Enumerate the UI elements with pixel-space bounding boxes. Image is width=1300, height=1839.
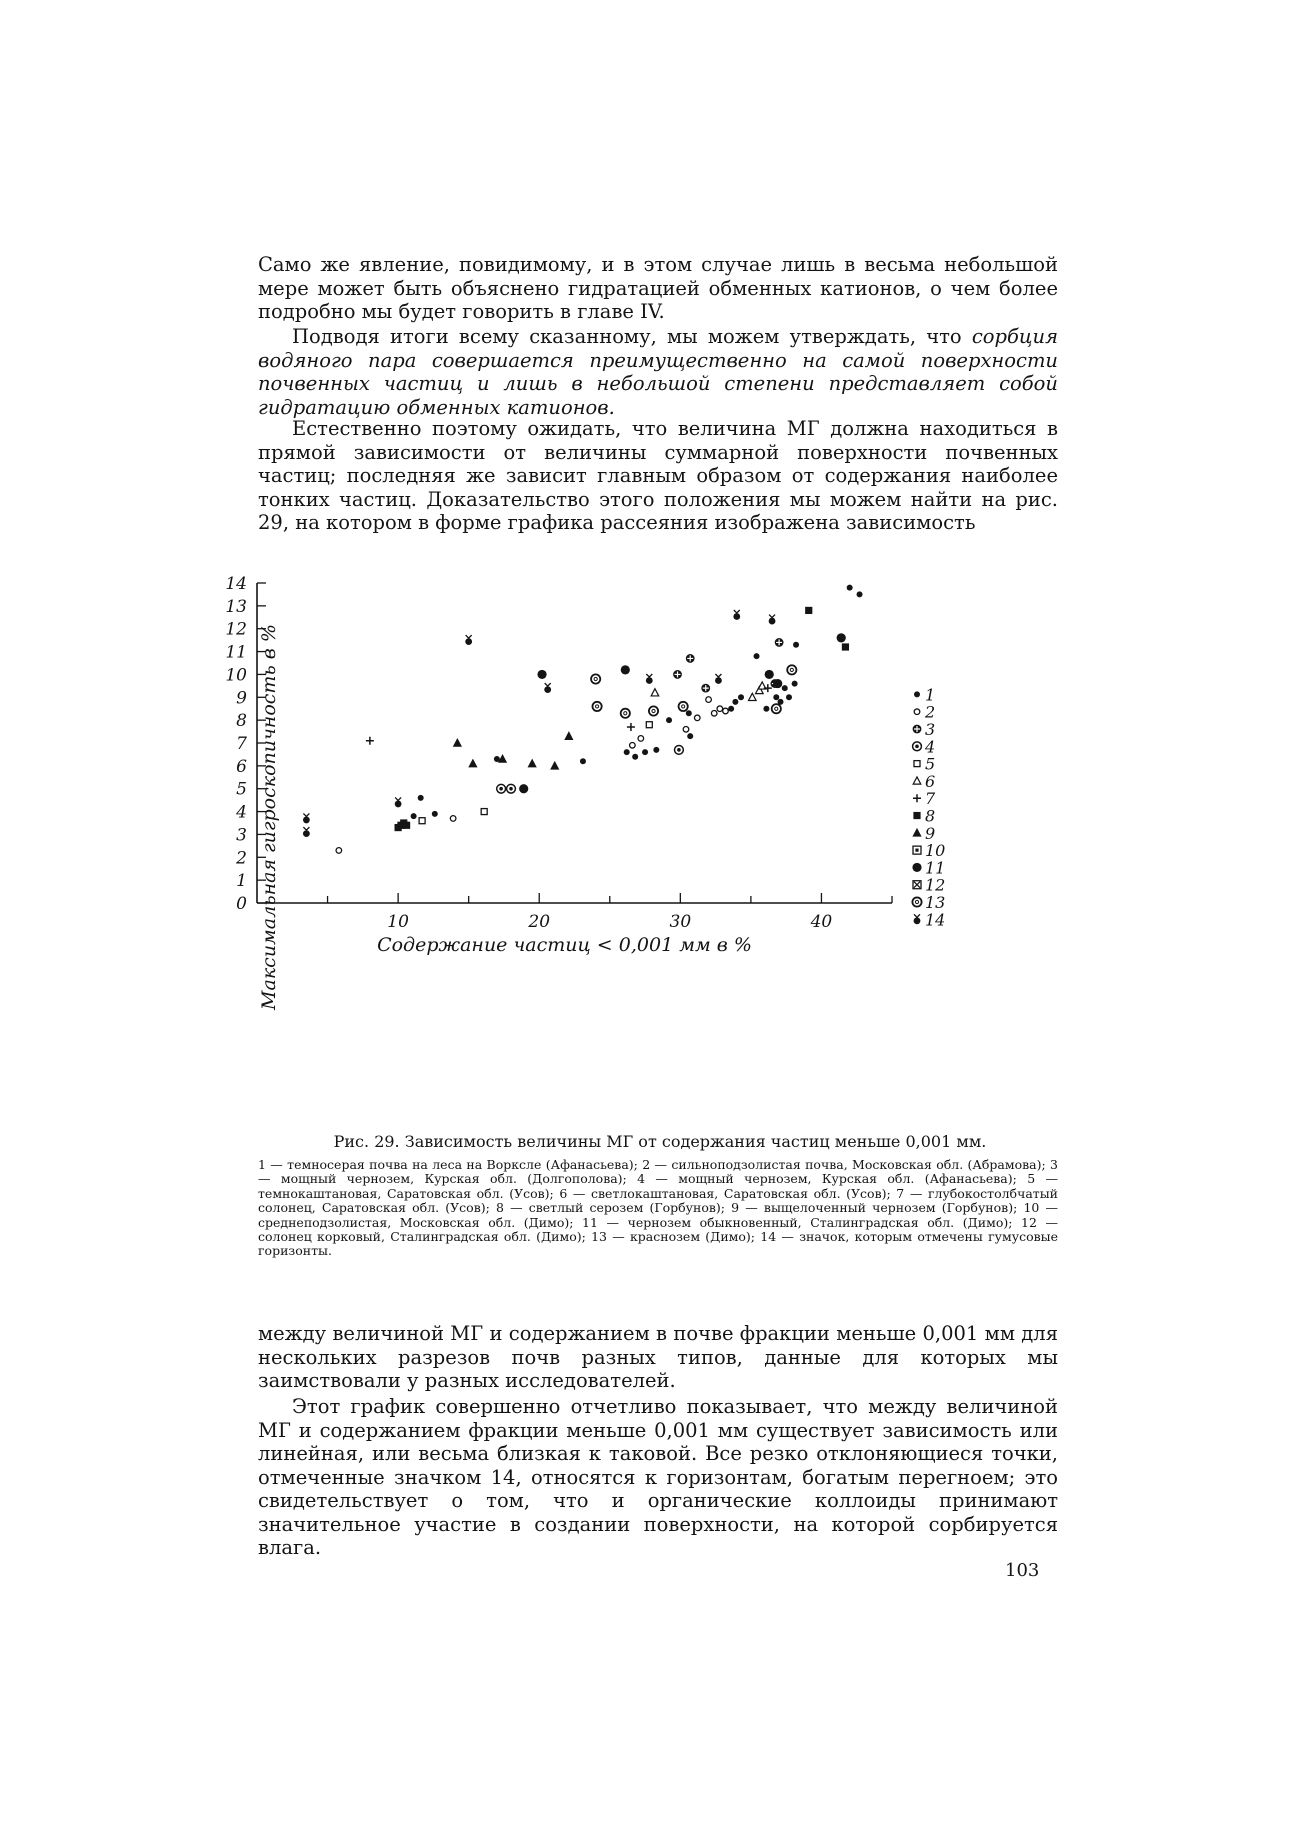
data-point-18 — [481, 809, 487, 815]
y-tick-label-9: 9 — [236, 688, 247, 709]
x-tick-label-40: 40 — [810, 912, 833, 932]
data-point-78 — [782, 685, 788, 691]
data-point-53 — [694, 715, 700, 721]
legend-marker-3 — [913, 725, 922, 734]
legend-label-3: 3 — [925, 720, 936, 740]
legend-marker-7 — [913, 794, 921, 802]
data-point-84 — [837, 633, 846, 642]
data-point-73 — [773, 694, 779, 700]
legend-marker-2 — [914, 709, 920, 715]
data-point-54 — [701, 684, 710, 693]
data-point-68 — [763, 706, 769, 712]
data-point-48 — [679, 702, 688, 711]
data-point-62 — [733, 610, 740, 620]
legend-label-9: 9 — [925, 823, 936, 843]
data-point-21 — [497, 784, 506, 793]
legend-label-12: 12 — [925, 875, 946, 895]
data-point-13 — [432, 811, 438, 817]
legend-label-14: 14 — [925, 910, 946, 930]
data-point-50 — [686, 710, 692, 716]
paragraph-2 — [258, 325, 1058, 419]
data-point-11 — [419, 818, 425, 824]
legend-label-6: 6 — [925, 771, 936, 791]
data-point-17 — [468, 759, 477, 768]
data-point-76 — [775, 638, 784, 647]
legend-label-5: 5 — [925, 754, 936, 774]
data-point-26 — [544, 683, 551, 693]
x-axis-title: Содержание частиц < 0,001 мм в % — [377, 934, 752, 956]
legend-marker-8 — [913, 812, 920, 819]
legend-label-10: 10 — [925, 841, 946, 861]
data-point-59 — [723, 708, 729, 714]
data-point-41 — [646, 674, 653, 684]
data-point-22 — [507, 784, 516, 793]
legend-label-1: 1 — [925, 685, 936, 705]
legend-label-2: 2 — [925, 702, 936, 722]
data-point-57 — [715, 674, 722, 684]
data-point-30 — [591, 674, 600, 683]
y-tick-label-13: 13 — [225, 596, 247, 617]
legend-marker-11 — [912, 863, 921, 872]
legend-label-7: 7 — [925, 789, 936, 809]
data-point-39 — [642, 749, 648, 755]
legend-label-4: 4 — [925, 737, 936, 757]
paragraph-2-emphasis: сорбция водяного пара совершается преимущественно на самой поверхности почвенных частиц и лишь в небольшой степени представляет собой гидратацию обменных катионов. — [258, 325, 1058, 419]
data-point-36 — [630, 742, 636, 748]
paragraph-3 — [258, 417, 1058, 535]
data-point-34 — [624, 749, 630, 755]
y-tick-label-11: 11 — [225, 642, 247, 663]
data-point-49 — [683, 726, 689, 732]
data-point-82 — [793, 642, 799, 648]
y-tick-label-8: 8 — [236, 711, 247, 732]
data-point-61 — [732, 699, 738, 705]
data-point-10 — [411, 813, 417, 819]
plot-area — [225, 574, 892, 932]
legend-marker-1 — [914, 691, 920, 697]
data-point-71 — [769, 615, 776, 625]
data-point-27 — [550, 761, 559, 770]
paragraph-2-lead: Подводя итоги всему сказанному, мы можем утверждать, что — [292, 325, 962, 348]
data-point-32 — [621, 665, 630, 674]
data-point-37 — [632, 754, 638, 760]
y-tick-label-3: 3 — [236, 825, 247, 846]
data-points — [303, 585, 863, 854]
data-point-51 — [687, 733, 693, 739]
legend-marker-5 — [914, 761, 920, 767]
page-number: 103 — [1005, 1560, 1040, 1581]
y-tick-label-10: 10 — [225, 665, 247, 686]
data-point-56 — [711, 710, 717, 716]
data-point-12 — [418, 795, 424, 801]
y-tick-label-0: 0 — [236, 894, 247, 914]
data-point-25 — [537, 670, 546, 679]
data-point-5 — [395, 797, 402, 807]
data-point-80 — [787, 665, 796, 674]
data-point-65 — [754, 653, 760, 659]
data-point-55 — [706, 697, 712, 703]
x-tick-label-20: 20 — [528, 912, 551, 932]
data-point-58 — [717, 706, 723, 712]
paragraph-1: Само же явление, повидимому, и в этом случае лишь в весьма небольшой мере может быть объяснено гидратацией обменных катионов, о чем более подробно мы будет говорить в главе IV. — [258, 253, 1058, 323]
data-point-2 — [303, 827, 310, 837]
y-tick-label-12: 12 — [225, 619, 247, 640]
y-tick-label-1: 1 — [236, 871, 247, 892]
data-point-31 — [592, 702, 601, 711]
scatter-chart — [225, 574, 1085, 1105]
y-tick-label-2: 2 — [236, 848, 247, 869]
data-point-23 — [519, 784, 528, 793]
data-point-69 — [764, 684, 772, 692]
y-axis-title: Максимальная гигроскопичность в % — [258, 624, 280, 1010]
legend-marker-4 — [913, 742, 922, 751]
data-point-16 — [465, 635, 472, 645]
data-point-86 — [847, 585, 853, 591]
data-point-29 — [580, 758, 586, 764]
data-point-14 — [450, 816, 456, 822]
figure-caption-legend: 1 — темносерая почва на леса на Ворксле (Афанасьева); 2 — сильноподзолистая почва, Московская обл. (Абрамова); 3 — мощный чернозем, Курская обл. (Долгополова); 4 — мощный чернозем, Курская обл. (Афанасьева); 5 — темнокаштановая, Саратовская обл. (Усов); 6 — светлокаштановая, Саратовская обл. (Усов); 7 — глубокостолбчатый солонец, Саратовская обл. (Усов); 8 — светлый серозем (Горбунов); 9 — выщелоченный чернозем (Горбунов); 10 — среднеподзолистая, Московская обл. (Димо); 11 — чернозем обыкновенный, Сталинградская обл. (Димо); 12 — солонец корковый, Сталинградская обл. (Димо); 13 — краснозем (Димо); 14 — значок, которым отмечены гумусовые горизонты. — [258, 1157, 1058, 1259]
data-point-70 — [765, 670, 774, 679]
y-tick-label-7: 7 — [236, 734, 247, 754]
data-point-81 — [792, 681, 798, 687]
paragraph-5 — [258, 1395, 1058, 1560]
legend-marker-13 — [912, 897, 921, 906]
data-point-64 — [749, 693, 757, 700]
legend-marker-12 — [913, 881, 921, 889]
x-tick-label-30: 30 — [669, 912, 692, 932]
data-point-15 — [453, 738, 462, 747]
x-tick-label-10: 10 — [387, 912, 409, 932]
data-point-46 — [673, 670, 682, 679]
legend-marker-10 — [913, 846, 921, 854]
legend-label-8: 8 — [925, 806, 936, 826]
legend — [912, 685, 945, 929]
y-tick-label-6: 6 — [236, 756, 247, 777]
data-point-3 — [336, 848, 342, 854]
data-point-60 — [728, 706, 734, 712]
data-point-35 — [627, 723, 635, 731]
legend-label-13: 13 — [925, 893, 946, 913]
data-point-87 — [857, 591, 863, 597]
data-point-52 — [686, 654, 695, 663]
data-point-44 — [653, 747, 659, 753]
data-point-45 — [666, 717, 672, 723]
data-point-47 — [675, 745, 684, 754]
figure-caption-title: Рис. 29. Зависимость величины МГ от содержания частиц меньше 0,001 мм. — [333, 1132, 987, 1151]
data-point-9 — [403, 822, 410, 829]
paragraph-3-text: Естественно поэтому ожидать, что величина МГ должна находиться в прямой зависимости от величины суммарной поверхности почвенных частиц; последняя же зависит главным образом от содержания наиболее тонких частиц. Доказательство этого положения мы можем найти на рис. 29, на котором в форме графика рассеяния изображена зависимость — [258, 417, 1058, 534]
y-tick-label-14: 14 — [225, 574, 247, 594]
data-point-28 — [564, 731, 573, 740]
data-point-75 — [773, 679, 782, 688]
legend-label-11: 11 — [925, 858, 946, 878]
y-tick-label-4: 4 — [236, 802, 247, 823]
data-point-79 — [786, 694, 792, 700]
y-tick-label-5: 5 — [236, 779, 247, 800]
data-point-40 — [646, 722, 652, 728]
data-point-43 — [651, 689, 659, 696]
data-point-63 — [738, 694, 744, 700]
data-point-83 — [805, 607, 812, 614]
data-point-24 — [528, 759, 537, 768]
data-point-1 — [303, 813, 310, 823]
data-point-38 — [638, 736, 644, 742]
data-point-77 — [778, 699, 784, 705]
data-point-85 — [842, 643, 849, 650]
data-point-4 — [366, 737, 374, 745]
data-point-42 — [649, 706, 658, 715]
legend-marker-14 — [914, 914, 921, 924]
paragraph-5-text: Этот график совершенно отчетливо показывает, что между величиной МГ и содержанием фракции меньше 0,001 мм существует зависимость или линейная, или весьма близкая к таковой. Все резко отклоняющиеся точки, отмеченные значком 14, относятся к горизонтам, богатым перегноем; это свидетельствует о том, что и органические коллоиды принимают значительное участие в создании поверхности, на которой сорбируется влага. — [258, 1395, 1058, 1559]
paragraph-4: между величиной МГ и содержанием в почве фракции меньше 0,001 мм для нескольких разрезов почв разных типов, данные для которых мы заимствовали у разных исследователей. — [258, 1322, 1058, 1392]
data-point-74 — [772, 704, 781, 713]
data-point-33 — [621, 709, 630, 718]
legend-marker-6 — [913, 777, 921, 784]
legend-marker-9 — [912, 828, 921, 837]
